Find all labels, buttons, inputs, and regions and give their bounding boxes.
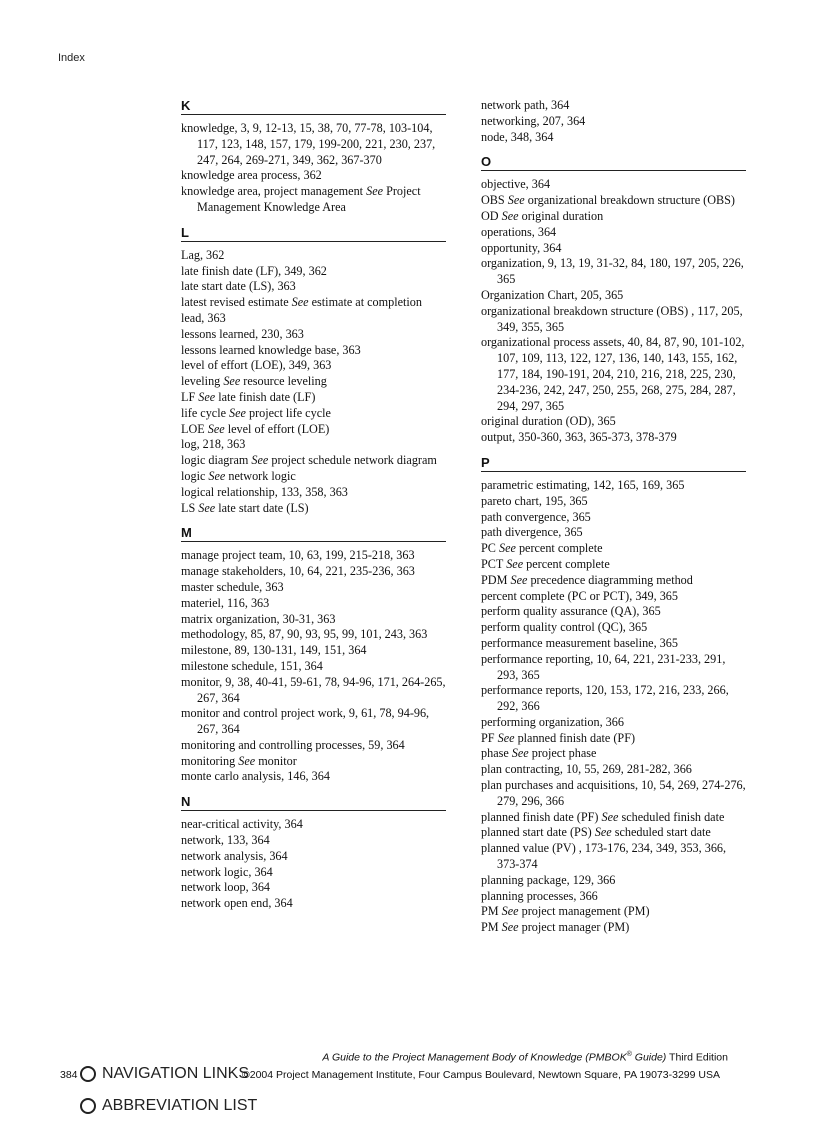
index-entry: planning package, 129, 366 bbox=[481, 872, 616, 887]
section-letter-heading: N bbox=[181, 785, 446, 811]
index-entry bbox=[181, 754, 446, 770]
entry-text: scheduled start date bbox=[611, 825, 711, 840]
page-number: 384 bbox=[60, 1069, 78, 1081]
footer-title-suffix: Third Edition bbox=[666, 1051, 728, 1064]
index-entry: log, 218, 363 bbox=[181, 437, 246, 452]
see-reference: See bbox=[291, 295, 309, 310]
index-entry: node, 348, 364 bbox=[481, 129, 554, 144]
index-entry: objective, 364 bbox=[481, 177, 551, 192]
see-reference: See bbox=[501, 208, 519, 223]
footer-book-title bbox=[322, 1051, 728, 1064]
entry-text: planned finish date (PF) bbox=[514, 730, 636, 745]
entry-text: late start date (LS) bbox=[215, 500, 309, 515]
index-entry: performance reports, 120, 153, 172, 216, 233, 266, 292, 366 bbox=[481, 683, 729, 714]
see-reference: See bbox=[506, 556, 524, 571]
index-entry: organizational breakdown structure (OBS) , 117, 205, 349, 355, 365 bbox=[481, 303, 743, 334]
index-section bbox=[181, 98, 446, 216]
index-entry: network open end, 364 bbox=[181, 896, 293, 911]
index-entry: network analysis, 364 bbox=[181, 848, 288, 863]
index-section bbox=[181, 216, 446, 517]
entry-text: LF bbox=[181, 389, 199, 404]
entry-text: knowledge area, project management bbox=[181, 184, 367, 199]
entry-text: original duration bbox=[518, 208, 604, 223]
index-entry: network, 133, 364 bbox=[181, 833, 270, 848]
section-letter-heading: L bbox=[181, 216, 446, 242]
index-column-left bbox=[181, 98, 446, 912]
see-reference: See bbox=[507, 193, 525, 208]
navigation-links-button[interactable] bbox=[80, 1065, 249, 1083]
entry-text: LOE bbox=[181, 421, 208, 436]
index-section bbox=[481, 145, 746, 446]
entry-text: percent complete bbox=[515, 541, 603, 556]
index-entry: milestone, 89, 130-131, 149, 151, 364 bbox=[181, 643, 367, 658]
index-entry bbox=[481, 920, 746, 936]
footer-title-prefix: A Guide to the Project Management Body of Knowledge (PMBOK bbox=[322, 1051, 627, 1064]
entry-text: resource leveling bbox=[240, 374, 327, 389]
see-reference: See bbox=[501, 904, 519, 919]
index-entry: methodology, 85, 87, 90, 93, 95, 99, 101, 243, 363 bbox=[181, 627, 428, 642]
entry-text: organizational breakdown structure (OBS) bbox=[524, 193, 735, 208]
index-entry bbox=[481, 904, 746, 920]
index-entry bbox=[481, 557, 746, 573]
index-entry bbox=[481, 810, 746, 826]
index-entry: parametric estimating, 142, 165, 169, 365 bbox=[481, 477, 685, 492]
index-entry: knowledge, 3, 9, 12-13, 15, 38, 70, 77-78, 103-104, 117, 123, 148, 157, 179, 199-200, 221, 230, 237, 247, 264, 269-271, 349, 362, 367-370 bbox=[181, 121, 436, 167]
entry-text: level of effort (LOE) bbox=[224, 421, 330, 436]
index-entry: Organization Chart, 205, 365 bbox=[481, 287, 624, 302]
index-entry bbox=[481, 193, 746, 209]
index-entry bbox=[481, 541, 746, 557]
index-entry: monitoring and controlling processes, 59, 364 bbox=[181, 737, 405, 752]
index-entry: monitor, 9, 38, 40-41, 59-61, 78, 94-96, 171, 264-265, 267, 364 bbox=[181, 674, 446, 705]
entry-text: logic diagram bbox=[181, 453, 252, 468]
index-entry: milestone schedule, 151, 364 bbox=[181, 658, 323, 673]
index-entry: lessons learned, 230, 363 bbox=[181, 326, 304, 341]
circle-icon bbox=[80, 1098, 96, 1114]
copyright-line: ©2004 Project Management Institute, Four Campus Boulevard, Newtown Square, PA 19073-3299 USA bbox=[242, 1069, 720, 1081]
see-reference: See bbox=[594, 825, 612, 840]
see-reference: See bbox=[207, 421, 225, 436]
footer-title-mid: Guide) bbox=[631, 1051, 667, 1064]
entry-text: late finish date (LF) bbox=[215, 389, 316, 404]
abbreviation-list-button[interactable] bbox=[80, 1097, 257, 1115]
index-entry bbox=[481, 825, 746, 841]
entry-text: project phase bbox=[528, 746, 597, 761]
entry-text: project management (PM) bbox=[518, 904, 650, 919]
see-reference: See bbox=[511, 746, 529, 761]
index-entry: organizational process assets, 40, 84, 87, 90, 101-102, 107, 109, 113, 122, 127, 136, 140, 143, 155, 162, 177, 184, 190-191, 204, 210, 216, 218, 225, 230, 234-236, 242, 247, 250, 255, 268, 275, 284, 287, 294, 297, 365 bbox=[481, 335, 745, 413]
index-entry bbox=[181, 453, 446, 469]
entry-text: estimate at completion bbox=[308, 295, 422, 310]
index-entry: network loop, 364 bbox=[181, 880, 271, 895]
entry-text: PCT bbox=[481, 556, 507, 571]
index-entry: manage stakeholders, 10, 64, 221, 235-236, 363 bbox=[181, 564, 415, 579]
index-entry: path convergence, 365 bbox=[481, 509, 591, 524]
index-entry: plan contracting, 10, 55, 269, 281-282, 366 bbox=[481, 762, 692, 777]
index-entry bbox=[181, 390, 446, 406]
index-entry: path divergence, 365 bbox=[481, 525, 583, 540]
index-entry: network logic, 364 bbox=[181, 864, 273, 879]
entry-text: PDM bbox=[481, 572, 511, 587]
entry-text: leveling bbox=[181, 374, 224, 389]
section-letter-heading: K bbox=[181, 98, 446, 115]
entry-text: percent complete bbox=[523, 556, 610, 571]
index-entry: planning processes, 366 bbox=[481, 888, 598, 903]
see-reference: See bbox=[497, 730, 515, 745]
entry-text: project manager (PM) bbox=[518, 920, 630, 935]
section-letter-heading: M bbox=[181, 516, 446, 542]
index-entry: percent complete (PC or PCT), 349, 365 bbox=[481, 588, 678, 603]
abbreviation-list-label: ABBREVIATION LIST bbox=[102, 1097, 258, 1114]
entry-text: precedence diagramming method bbox=[527, 572, 693, 587]
index-entry: networking, 207, 364 bbox=[481, 113, 586, 128]
index-entry: opportunity, 364 bbox=[481, 240, 562, 255]
index-entry bbox=[181, 469, 446, 485]
entry-text: planned start date (PS) bbox=[481, 825, 595, 840]
section-letter-heading: O bbox=[481, 145, 746, 171]
index-section bbox=[181, 785, 446, 912]
index-entry bbox=[181, 374, 446, 390]
see-reference: See bbox=[251, 453, 269, 468]
index-entry: performance reporting, 10, 64, 221, 231-233, 291, 293, 365 bbox=[481, 651, 726, 682]
index-entry: late finish date (LF), 349, 362 bbox=[181, 263, 327, 278]
index-section bbox=[481, 446, 746, 936]
circle-icon bbox=[80, 1066, 96, 1082]
entry-text: PF bbox=[481, 730, 498, 745]
entry-text: OD bbox=[481, 208, 502, 223]
index-entry: original duration (OD), 365 bbox=[481, 414, 616, 429]
entry-text: PM bbox=[481, 920, 502, 935]
running-header: Index bbox=[58, 52, 85, 64]
index-entry: manage project team, 10, 63, 199, 215-218, 363 bbox=[181, 548, 415, 563]
index-entry: near-critical activity, 364 bbox=[181, 817, 303, 832]
see-reference: See bbox=[510, 572, 528, 587]
index-entry bbox=[181, 501, 446, 517]
see-reference: See bbox=[198, 389, 216, 404]
index-entry: materiel, 116, 363 bbox=[181, 595, 270, 610]
entry-text: project schedule network diagram bbox=[268, 453, 437, 468]
index-entry: monte carlo analysis, 146, 364 bbox=[181, 769, 330, 784]
index-entry: Lag, 362 bbox=[181, 247, 225, 262]
entry-text: OBS bbox=[481, 193, 508, 208]
index-section bbox=[481, 98, 746, 145]
index-entry: organization, 9, 13, 19, 31-32, 84, 180, 197, 205, 226, 365 bbox=[481, 256, 744, 287]
index-entry bbox=[481, 209, 746, 225]
registered-mark: ® bbox=[626, 1051, 632, 1058]
index-entry: level of effort (LOE), 349, 363 bbox=[181, 358, 332, 373]
index-entry: lessons learned knowledge base, 363 bbox=[181, 342, 361, 357]
navigation-links-label: NAVIGATION LINKS bbox=[102, 1065, 249, 1082]
see-reference: See bbox=[498, 541, 516, 556]
index-entry: planned value (PV) , 173-176, 234, 349, 353, 366, 373-374 bbox=[481, 841, 727, 872]
index-entry bbox=[481, 573, 746, 589]
index-entry bbox=[481, 746, 746, 762]
entry-text: phase bbox=[481, 746, 512, 761]
entry-text: project life cycle bbox=[245, 405, 331, 420]
index-entry: knowledge area process, 362 bbox=[181, 168, 322, 183]
index-entry: matrix organization, 30-31, 363 bbox=[181, 611, 336, 626]
index-entry bbox=[481, 731, 746, 747]
index-column-right bbox=[481, 98, 746, 936]
see-reference: See bbox=[601, 809, 619, 824]
entry-text: network logic bbox=[225, 468, 296, 483]
index-entry: monitor and control project work, 9, 61, 78, 94-96, 267, 364 bbox=[181, 706, 430, 737]
see-reference: See bbox=[229, 405, 246, 420]
entry-text: scheduled finish date bbox=[618, 809, 725, 824]
entry-text: PM bbox=[481, 904, 502, 919]
entry-text: LS bbox=[181, 500, 199, 515]
entry-text: Project Management Knowledge Area bbox=[197, 184, 421, 214]
section-letter-heading: P bbox=[481, 446, 746, 472]
index-entry: logical relationship, 133, 358, 363 bbox=[181, 484, 348, 499]
index-entry: performing organization, 366 bbox=[481, 714, 624, 729]
entry-text: planned finish date (PF) bbox=[481, 809, 602, 824]
index-entry: perform quality assurance (QA), 365 bbox=[481, 604, 661, 619]
index-entry: output, 350-360, 363, 365-373, 378-379 bbox=[481, 430, 677, 445]
index-entry: network path, 364 bbox=[481, 98, 570, 112]
see-reference: See bbox=[501, 920, 519, 935]
entry-text: monitoring bbox=[181, 753, 239, 768]
entry-text: life cycle bbox=[181, 405, 230, 420]
index-entry bbox=[181, 406, 446, 422]
index-entry: perform quality control (QC), 365 bbox=[481, 620, 648, 635]
entry-text: logic bbox=[181, 468, 209, 483]
see-reference: See bbox=[198, 500, 216, 515]
entry-text: latest revised estimate bbox=[181, 295, 292, 310]
index-entry bbox=[181, 184, 446, 216]
index-entry: operations, 364 bbox=[481, 224, 557, 239]
index-entry: plan purchases and acquisitions, 10, 54, 269, 274-276, 279, 296, 366 bbox=[481, 778, 746, 808]
index-entry: pareto chart, 195, 365 bbox=[481, 493, 588, 508]
index-entry: lead, 363 bbox=[181, 310, 226, 325]
index-entry: master schedule, 363 bbox=[181, 579, 284, 594]
index-entry: late start date (LS), 363 bbox=[181, 279, 296, 294]
see-reference: See bbox=[223, 374, 241, 389]
see-reference: See bbox=[208, 468, 226, 483]
see-reference: See bbox=[366, 184, 384, 199]
index-entry bbox=[181, 422, 446, 438]
entry-text: monitor bbox=[255, 753, 297, 768]
index-entry: performance measurement baseline, 365 bbox=[481, 635, 678, 650]
entry-text: PC bbox=[481, 541, 499, 556]
index-entry bbox=[181, 295, 446, 311]
index-section bbox=[181, 516, 446, 785]
see-reference: See bbox=[238, 753, 256, 768]
